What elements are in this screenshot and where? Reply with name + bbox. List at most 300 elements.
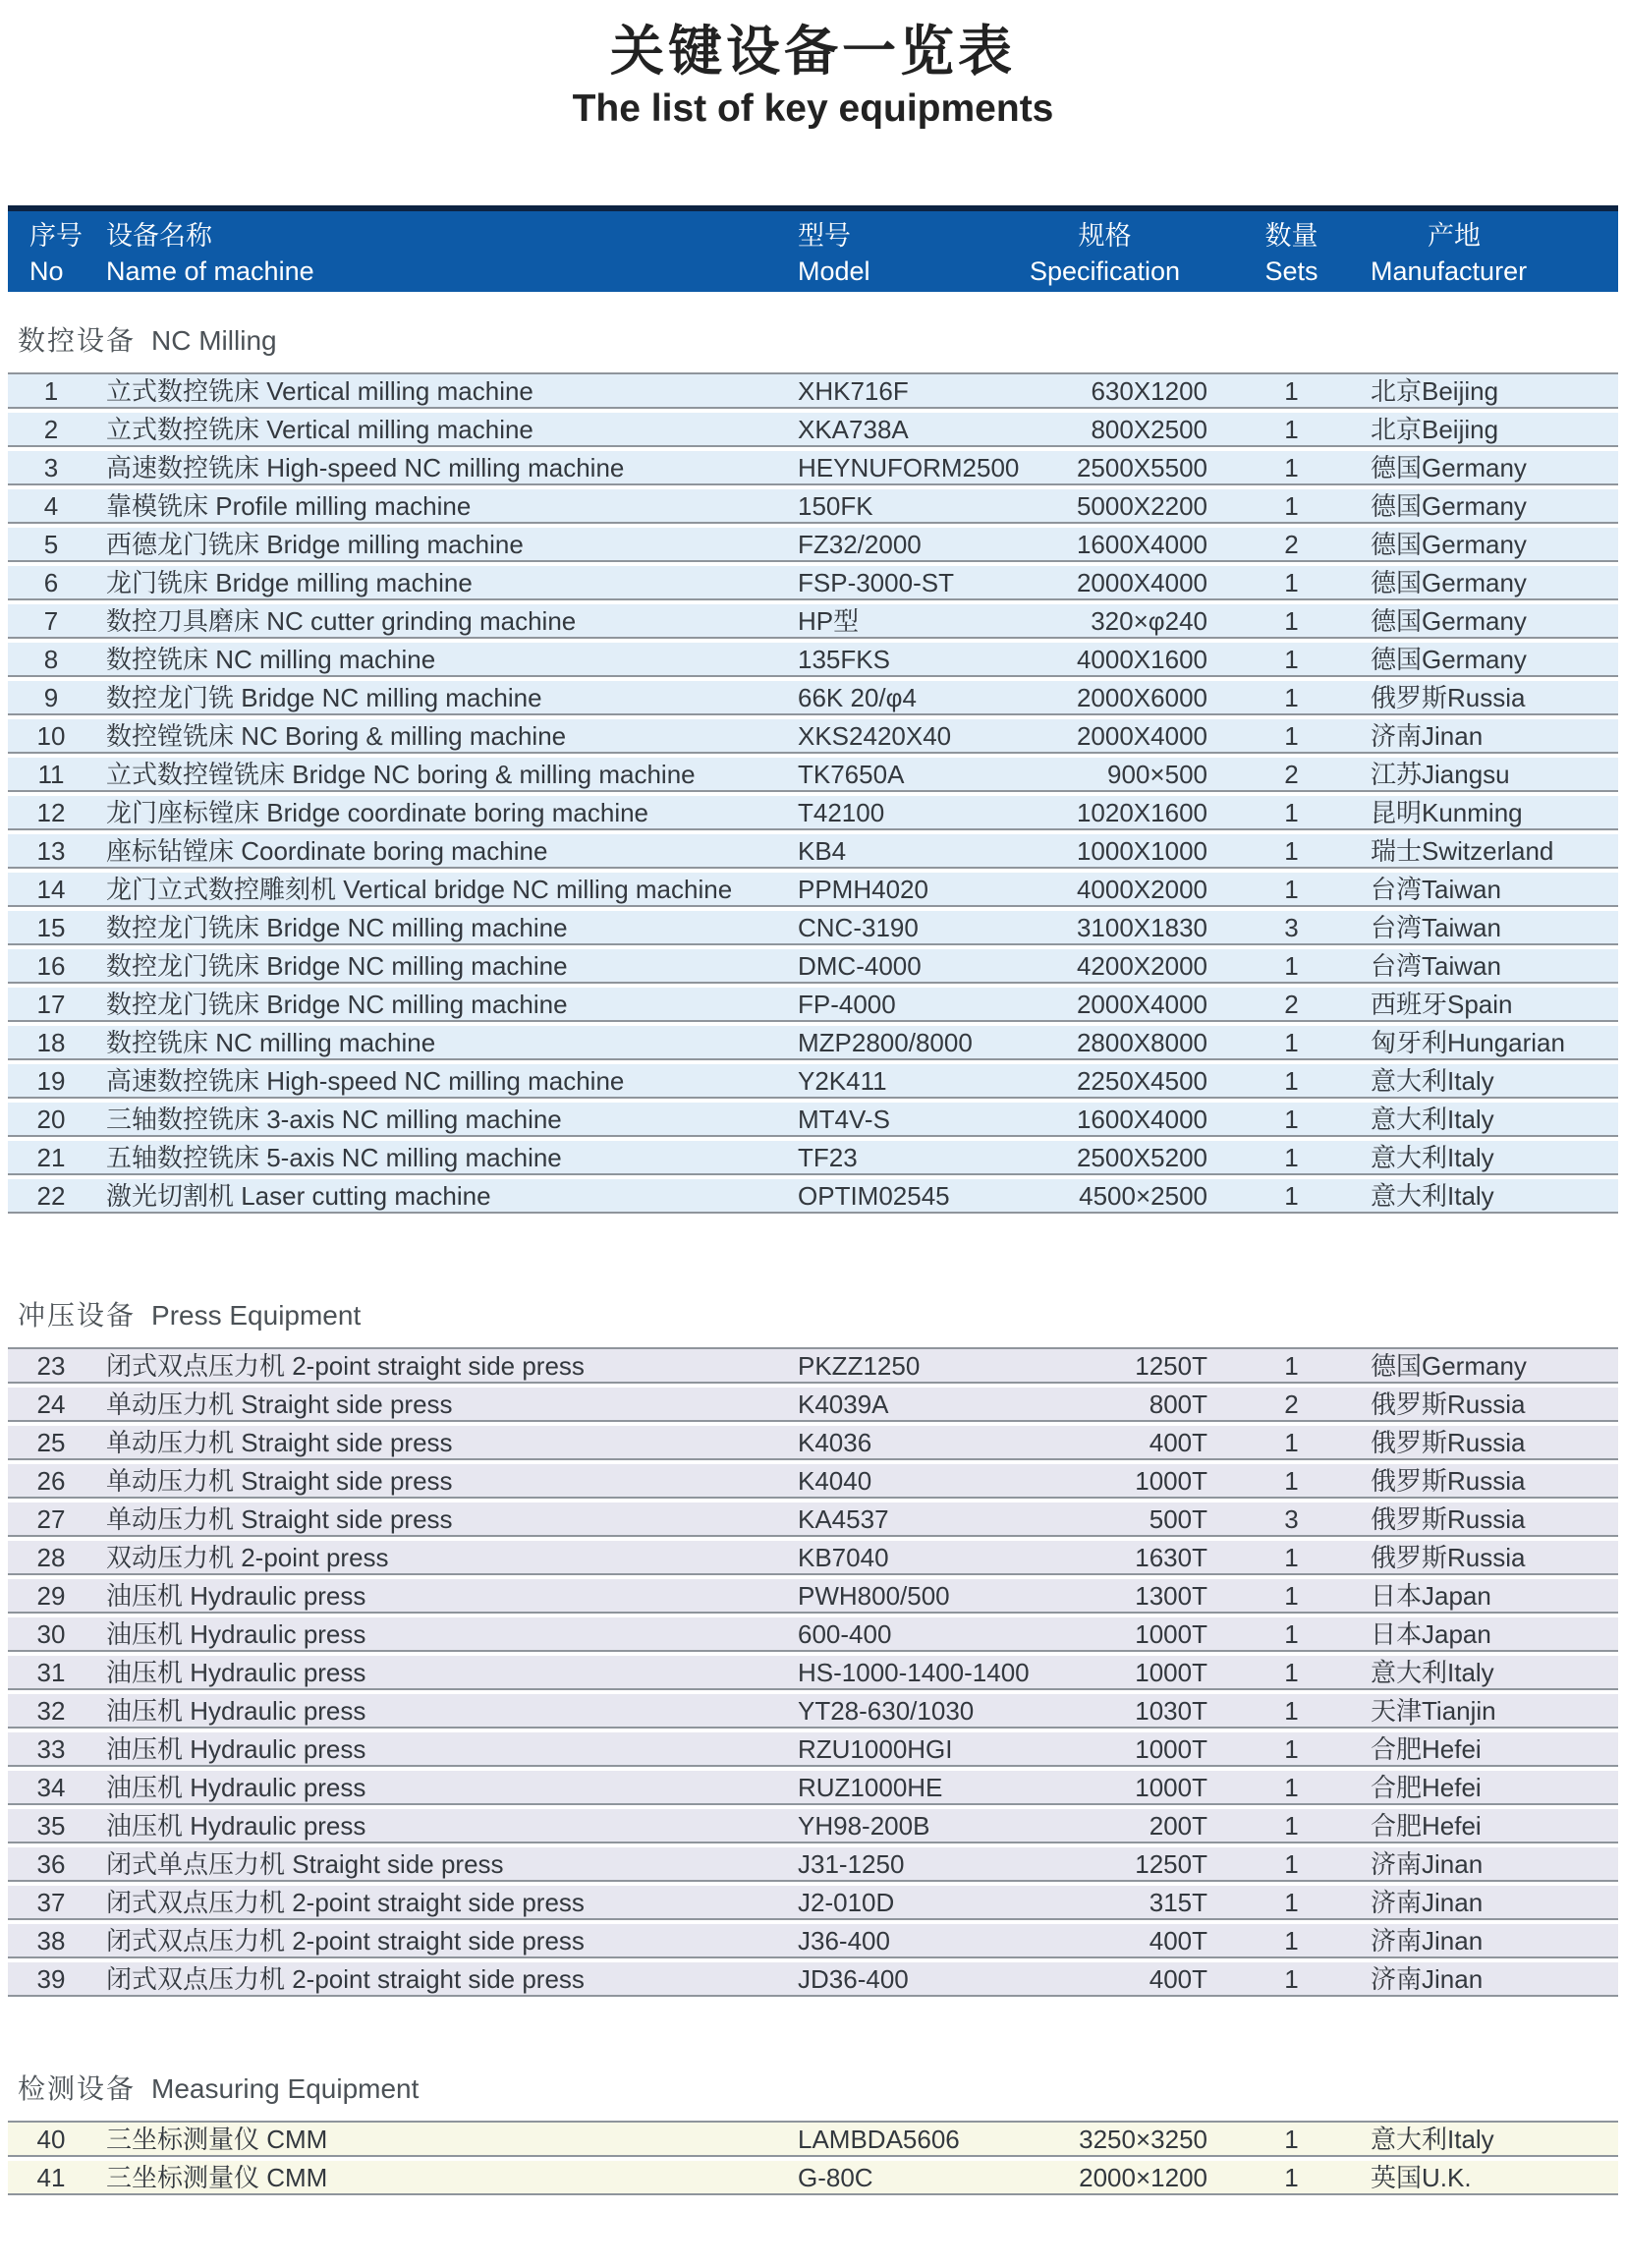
table-row: [8, 834, 1618, 869]
row-manufacturer: 意大利Italy: [1371, 1105, 1494, 1134]
table-row: [8, 413, 1618, 447]
row-name: 油压机 Hydraulic press: [106, 1773, 366, 1802]
row-name: 立式数控镗铣床 Bridge NC boring & milling machine: [106, 760, 696, 789]
row-spec: 1000X1000: [1076, 836, 1207, 866]
row-spec: 2500X5500: [1076, 453, 1207, 482]
table-header: [8, 205, 1618, 292]
row-name: 立式数控铣床 Vertical milling machine: [106, 415, 533, 444]
row-model: RZU1000HGI: [798, 1734, 953, 1764]
col-header-name: [94, 218, 793, 292]
row-spec: 2000X4000: [1076, 990, 1207, 1019]
row-spec: 3250×3250: [1079, 2125, 1207, 2154]
row-spec: 4200X2000: [1076, 951, 1207, 981]
col-header-spec: [994, 218, 1215, 292]
row-model: XKA738A: [798, 415, 909, 444]
col-header-sets-en: Sets: [1264, 256, 1318, 286]
row-spec: 500T: [1149, 1504, 1207, 1534]
row-manufacturer: 昆明Kunming: [1371, 798, 1523, 827]
row-manufacturer: 日本Japan: [1371, 1619, 1491, 1649]
row-sets: 1: [1284, 1964, 1299, 1994]
row-name: 数控镗铣床 NC Boring & milling machine: [106, 721, 567, 751]
row-manufacturer: 德国Germany: [1371, 1351, 1527, 1381]
row-model: FSP-3000-ST: [798, 568, 954, 597]
row-no: 1: [43, 376, 59, 406]
row-no: 33: [36, 1734, 66, 1764]
row-no: 3: [43, 453, 59, 482]
row-spec: 4500×2500: [1079, 1181, 1207, 1211]
row-no: 34: [36, 1773, 66, 1802]
row-name: 单动压力机 Straight side press: [106, 1504, 453, 1534]
row-no: 15: [36, 913, 66, 942]
col-header-model-en: Model: [798, 256, 870, 286]
row-no: 13: [36, 836, 66, 866]
row-name: 激光切割机 Laser cutting machine: [106, 1181, 491, 1211]
row-sets: 1: [1284, 376, 1299, 406]
table-row: [8, 2123, 1618, 2157]
table-row: [8, 1847, 1618, 1882]
table-row: [8, 988, 1618, 1022]
row-spec: 2000X6000: [1076, 683, 1207, 712]
row-spec: 800X2500: [1091, 415, 1207, 444]
row-name: 三轴数控铣床 3-axis NC milling machine: [106, 1105, 562, 1134]
row-spec: 315T: [1149, 1888, 1207, 1917]
row-sets: 1: [1284, 875, 1299, 904]
table-row: [8, 2161, 1618, 2195]
row-manufacturer: 俄罗斯Russia: [1371, 1543, 1526, 1572]
row-name: 油压机 Hydraulic press: [106, 1696, 366, 1726]
row-sets: 1: [1284, 1466, 1299, 1496]
section-rows: [8, 1347, 1618, 1997]
row-no: 30: [36, 1619, 66, 1649]
table-row: [8, 1579, 1618, 1614]
row-no: 23: [36, 1351, 66, 1381]
row-manufacturer: 意大利Italy: [1371, 1658, 1494, 1687]
row-name: 座标钻镗床 Coordinate boring machine: [106, 836, 548, 866]
row-sets: 1: [1284, 1028, 1299, 1057]
row-manufacturer: 德国Germany: [1371, 606, 1527, 636]
row-sets: 1: [1284, 798, 1299, 827]
row-name: 龙门铣床 Bridge milling machine: [106, 568, 473, 597]
row-no: 22: [36, 1181, 66, 1211]
table-row: [8, 1103, 1618, 1137]
table-row: [8, 1349, 1618, 1384]
row-no: 27: [36, 1504, 66, 1534]
row-name: 三坐标测量仪 CMM: [106, 2125, 328, 2154]
table-body: [0, 319, 1626, 2195]
row-no: 7: [43, 606, 59, 636]
row-spec: 1020X1600: [1076, 798, 1207, 827]
page-subtitle: The list of key equipments: [572, 87, 1054, 130]
row-manufacturer: 意大利Italy: [1371, 1066, 1494, 1096]
row-manufacturer: 日本Japan: [1371, 1581, 1491, 1611]
row-no: 11: [37, 760, 65, 789]
row-model: 66K 20/φ4: [798, 683, 917, 712]
row-spec: 200T: [1149, 1811, 1207, 1841]
table-row: [8, 949, 1618, 984]
table-row: [8, 911, 1618, 945]
col-header-no: [8, 218, 94, 292]
row-no: 20: [36, 1105, 66, 1134]
row-manufacturer: 德国Germany: [1371, 491, 1527, 521]
row-no: 8: [43, 645, 59, 674]
table-row: [8, 873, 1618, 907]
row-no: 17: [36, 990, 66, 1019]
row-manufacturer: 德国Germany: [1371, 453, 1527, 482]
row-sets: 1: [1284, 1888, 1299, 1917]
section-title-zh: 冲压设备: [18, 1300, 137, 1331]
row-manufacturer: 瑞士Switzerland: [1371, 836, 1554, 866]
row-spec: 4000X1600: [1076, 645, 1207, 674]
row-spec: 1300T: [1135, 1581, 1207, 1611]
row-model: 150FK: [798, 491, 873, 521]
row-sets: 2: [1284, 760, 1299, 789]
col-header-name-en: Name of machine: [106, 256, 314, 286]
row-manufacturer: 意大利Italy: [1371, 1181, 1494, 1211]
row-model: K4036: [798, 1428, 872, 1457]
table-row: [8, 1617, 1618, 1652]
row-model: HEYNUFORM2500: [798, 453, 1020, 482]
row-spec: 900×500: [1107, 760, 1207, 789]
section-title-en: NC Milling: [151, 325, 277, 356]
row-model: K4040: [798, 1466, 872, 1496]
row-model: FP-4000: [798, 990, 896, 1019]
row-name: 油压机 Hydraulic press: [106, 1619, 366, 1649]
row-model: HS-1000-1400-1400: [798, 1658, 1030, 1687]
row-name: 数控龙门铣 Bridge NC milling machine: [106, 683, 542, 712]
row-model: HP型: [798, 606, 860, 636]
row-no: 24: [36, 1389, 66, 1419]
row-sets: 1: [1284, 836, 1299, 866]
row-name: 油压机 Hydraulic press: [106, 1581, 366, 1611]
row-sets: 1: [1284, 1734, 1299, 1764]
row-no: 21: [36, 1143, 66, 1172]
row-model: J31-1250: [798, 1849, 905, 1879]
row-spec: 2000X4000: [1076, 721, 1207, 751]
row-spec: 1000T: [1135, 1773, 1207, 1802]
row-manufacturer: 济南Jinan: [1371, 1849, 1484, 1879]
row-name: 高速数控铣床 High-speed NC milling machine: [106, 453, 625, 482]
col-header-spec-zh: 规格: [1078, 221, 1132, 251]
table-row: [8, 528, 1618, 562]
col-header-model: [793, 218, 994, 292]
row-no: 6: [43, 568, 59, 597]
col-header-no-zh: 序号: [29, 221, 83, 251]
row-spec: 1600X4000: [1076, 530, 1207, 559]
row-model: TF23: [798, 1143, 858, 1172]
row-name: 油压机 Hydraulic press: [106, 1658, 366, 1687]
section-rows: [8, 2121, 1618, 2195]
row-manufacturer: 济南Jinan: [1371, 1888, 1484, 1917]
row-name: 油压机 Hydraulic press: [106, 1811, 366, 1841]
row-no: 9: [43, 683, 59, 712]
row-name: 数控刀具磨床 NC cutter grinding machine: [106, 606, 577, 636]
table-row: [8, 1464, 1618, 1499]
row-manufacturer: 台湾Taiwan: [1371, 913, 1501, 942]
row-spec: 2800X8000: [1076, 1028, 1207, 1057]
row-name: 双动压力机 2-point press: [106, 1543, 389, 1572]
table-row: [8, 489, 1618, 524]
row-name: 数控铣床 NC milling machine: [106, 1028, 436, 1057]
row-manufacturer: 匈牙利Hungarian: [1371, 1028, 1565, 1057]
row-no: 37: [36, 1888, 66, 1917]
row-no: 35: [36, 1811, 66, 1841]
row-sets: 3: [1284, 913, 1299, 942]
row-manufacturer: 台湾Taiwan: [1371, 875, 1501, 904]
row-sets: 1: [1284, 1181, 1299, 1211]
row-spec: 1250T: [1135, 1351, 1207, 1381]
equipment-section: [8, 1294, 1618, 1997]
row-name: 数控龙门铣床 Bridge NC milling machine: [106, 913, 568, 942]
row-sets: 1: [1284, 1581, 1299, 1611]
row-spec: 2000X4000: [1076, 568, 1207, 597]
row-spec: 1630T: [1135, 1543, 1207, 1572]
row-sets: 1: [1284, 491, 1299, 521]
row-no: 29: [36, 1581, 66, 1611]
col-header-sets-zh: 数量: [1264, 221, 1318, 251]
row-no: 41: [36, 2163, 66, 2192]
row-manufacturer: 合肥Hefei: [1371, 1811, 1482, 1841]
row-name: 闭式单点压力机 Straight side press: [106, 1849, 504, 1879]
row-manufacturer: 英国U.K.: [1371, 2163, 1472, 2192]
row-model: XKS2420X40: [798, 721, 952, 751]
table-row: [8, 1732, 1618, 1767]
table-row: [8, 1388, 1618, 1422]
row-model: KB4: [798, 836, 847, 866]
row-no: 18: [36, 1028, 66, 1057]
row-model: PKZZ1250: [798, 1351, 921, 1381]
section-title-en: Measuring Equipment: [151, 2073, 420, 2104]
row-model: MT4V-S: [798, 1105, 890, 1134]
row-manufacturer: 合肥Hefei: [1371, 1734, 1482, 1764]
row-no: 5: [43, 530, 59, 559]
row-sets: 1: [1284, 415, 1299, 444]
table-row: [8, 1886, 1618, 1920]
row-sets: 1: [1284, 2125, 1299, 2154]
row-spec: 1030T: [1135, 1696, 1207, 1726]
row-name: 西德龙门铣床 Bridge milling machine: [106, 530, 524, 559]
row-spec: 400T: [1149, 1926, 1207, 1956]
row-model: J2-010D: [798, 1888, 895, 1917]
row-spec: 400T: [1149, 1964, 1207, 1994]
table-row: [8, 604, 1618, 639]
row-no: 40: [36, 2125, 66, 2154]
row-sets: 2: [1284, 530, 1299, 559]
row-sets: 1: [1284, 1351, 1299, 1381]
row-sets: 1: [1284, 453, 1299, 482]
row-no: 4: [43, 491, 59, 521]
row-manufacturer: 江苏Jiangsu: [1371, 760, 1510, 789]
section-title-en: Press Equipment: [151, 1300, 362, 1331]
row-spec: 320×φ240: [1091, 606, 1207, 636]
row-manufacturer: 合肥Hefei: [1371, 1773, 1482, 1802]
row-manufacturer: 北京Beijing: [1371, 415, 1499, 444]
row-model: PWH800/500: [798, 1581, 950, 1611]
row-sets: 1: [1284, 1543, 1299, 1572]
row-spec: 2000×1200: [1079, 2163, 1207, 2192]
table-row: [8, 796, 1618, 830]
row-model: OPTIM02545: [798, 1181, 950, 1211]
row-spec: 2250X4500: [1076, 1066, 1207, 1096]
section-title-zh: 数控设备: [18, 325, 137, 356]
section-rows: [8, 372, 1618, 1214]
row-name: 立式数控铣床 Vertical milling machine: [106, 376, 533, 406]
row-model: YH98-200B: [798, 1811, 930, 1841]
row-no: 28: [36, 1543, 66, 1572]
page-title: 关键设备一览表: [609, 21, 1016, 82]
row-sets: 1: [1284, 1849, 1299, 1879]
row-model: XHK716F: [798, 376, 909, 406]
row-manufacturer: 台湾Taiwan: [1371, 951, 1501, 981]
table-row: [8, 1924, 1618, 1958]
table-row: [8, 1064, 1618, 1099]
row-sets: 3: [1284, 1504, 1299, 1534]
table-row: [8, 1141, 1618, 1175]
row-sets: 1: [1284, 1619, 1299, 1649]
row-sets: 1: [1284, 1811, 1299, 1841]
table-row: [8, 719, 1618, 754]
row-spec: 800T: [1149, 1389, 1207, 1419]
row-spec: 400T: [1149, 1428, 1207, 1457]
row-model: J36-400: [798, 1926, 890, 1956]
row-model: T42100: [798, 798, 885, 827]
row-sets: 2: [1284, 990, 1299, 1019]
row-model: KA4537: [798, 1504, 889, 1534]
row-sets: 1: [1284, 1696, 1299, 1726]
row-no: 32: [36, 1696, 66, 1726]
row-name: 龙门立式数控雕刻机 Vertical bridge NC milling machine: [106, 875, 733, 904]
section-title: [8, 1294, 1618, 1333]
row-name: 单动压力机 Straight side press: [106, 1428, 453, 1457]
row-sets: 1: [1284, 1773, 1299, 1802]
row-sets: 1: [1284, 568, 1299, 597]
table-row: [8, 1426, 1618, 1460]
row-sets: 1: [1284, 1428, 1299, 1457]
row-name: 数控龙门铣床 Bridge NC milling machine: [106, 951, 568, 981]
row-no: 14: [36, 875, 66, 904]
row-model: RUZ1000HE: [798, 1773, 943, 1802]
row-no: 38: [36, 1926, 66, 1956]
row-manufacturer: 西班牙Spain: [1371, 990, 1513, 1019]
row-spec: 1600X4000: [1076, 1105, 1207, 1134]
row-manufacturer: 天津Tianjin: [1371, 1696, 1496, 1726]
row-name: 闭式双点压力机 2-point straight side press: [106, 1926, 585, 1956]
table-row: [8, 758, 1618, 792]
row-name: 五轴数控铣床 5-axis NC milling machine: [106, 1143, 562, 1172]
row-manufacturer: 俄罗斯Russia: [1371, 683, 1526, 712]
table-row: [8, 681, 1618, 715]
row-sets: 1: [1284, 645, 1299, 674]
row-no: 12: [36, 798, 66, 827]
table-row: [8, 1026, 1618, 1060]
row-spec: 1000T: [1135, 1466, 1207, 1496]
table-row: [8, 1541, 1618, 1575]
row-model: DMC-4000: [798, 951, 922, 981]
row-model: FZ32/2000: [798, 530, 922, 559]
row-sets: 1: [1284, 1658, 1299, 1687]
section-title: [8, 2068, 1618, 2107]
row-model: MZP2800/8000: [798, 1028, 973, 1057]
row-model: KB7040: [798, 1543, 889, 1572]
row-manufacturer: 意大利Italy: [1371, 1143, 1494, 1172]
row-spec: 630X1200: [1091, 376, 1207, 406]
row-spec: 1000T: [1135, 1619, 1207, 1649]
row-name: 数控龙门铣床 Bridge NC milling machine: [106, 990, 568, 1019]
row-sets: 1: [1284, 2163, 1299, 2192]
row-sets: 1: [1284, 1926, 1299, 1956]
table-row: [8, 1771, 1618, 1805]
row-spec: 1000T: [1135, 1658, 1207, 1687]
equipment-section: [8, 2068, 1618, 2195]
row-name: 闭式双点压力机 2-point straight side press: [106, 1888, 585, 1917]
row-no: 31: [36, 1658, 66, 1687]
row-model: YT28-630/1030: [798, 1696, 975, 1726]
table-row: [8, 374, 1618, 409]
row-no: 2: [43, 415, 59, 444]
row-model: G-80C: [798, 2163, 873, 2192]
row-no: 39: [36, 1964, 66, 1994]
col-header-no-en: No: [29, 256, 64, 286]
row-manufacturer: 北京Beijing: [1371, 376, 1499, 406]
table-row: [8, 1694, 1618, 1729]
row-name: 高速数控铣床 High-speed NC milling machine: [106, 1066, 625, 1096]
row-sets: 2: [1284, 1389, 1299, 1419]
row-model: JD36-400: [798, 1964, 909, 1994]
row-name: 单动压力机 Straight side press: [106, 1466, 453, 1496]
row-sets: 1: [1284, 683, 1299, 712]
row-spec: 1250T: [1135, 1849, 1207, 1879]
row-no: 36: [36, 1849, 66, 1879]
row-sets: 1: [1284, 1066, 1299, 1096]
row-no: 25: [36, 1428, 66, 1457]
col-header-manufacturer-en: Manufacturer: [1371, 256, 1528, 286]
row-manufacturer: 意大利Italy: [1371, 2125, 1494, 2154]
row-name: 三坐标测量仪 CMM: [106, 2163, 328, 2192]
row-manufacturer: 俄罗斯Russia: [1371, 1504, 1526, 1534]
row-name: 靠模铣床 Profile milling machine: [106, 491, 472, 521]
row-manufacturer: 德国Germany: [1371, 645, 1527, 674]
table-row: [8, 1962, 1618, 1997]
col-header-name-zh: 设备名称: [106, 221, 212, 251]
row-spec: 3100X1830: [1076, 913, 1207, 942]
col-header-sets: [1215, 218, 1368, 292]
row-manufacturer: 济南Jinan: [1371, 721, 1484, 751]
row-manufacturer: 德国Germany: [1371, 568, 1527, 597]
table-row: [8, 1503, 1618, 1537]
equipment-section: [8, 319, 1618, 1214]
row-manufacturer: 济南Jinan: [1371, 1926, 1484, 1956]
row-no: 19: [36, 1066, 66, 1096]
row-name: 闭式双点压力机 2-point straight side press: [106, 1351, 585, 1381]
row-model: TK7650A: [798, 760, 905, 789]
row-spec: 5000X2200: [1076, 491, 1207, 521]
col-header-manufacturer: [1368, 218, 1618, 292]
row-name: 龙门座标镗床 Bridge coordinate boring machine: [106, 798, 649, 827]
row-manufacturer: 济南Jinan: [1371, 1964, 1484, 1994]
table-row: [8, 643, 1618, 677]
table-row: [8, 451, 1618, 485]
row-spec: 2500X5200: [1076, 1143, 1207, 1172]
row-model: K4039A: [798, 1389, 889, 1419]
row-manufacturer: 俄罗斯Russia: [1371, 1428, 1526, 1457]
row-sets: 1: [1284, 1143, 1299, 1172]
section-title-zh: 检测设备: [18, 2073, 137, 2104]
row-name: 油压机 Hydraulic press: [106, 1734, 366, 1764]
row-name: 数控铣床 NC milling machine: [106, 645, 436, 674]
row-name: 闭式双点压力机 2-point straight side press: [106, 1964, 585, 1994]
row-name: 单动压力机 Straight side press: [106, 1389, 453, 1419]
row-model: LAMBDA5606: [798, 2125, 960, 2154]
table-row: [8, 1809, 1618, 1843]
